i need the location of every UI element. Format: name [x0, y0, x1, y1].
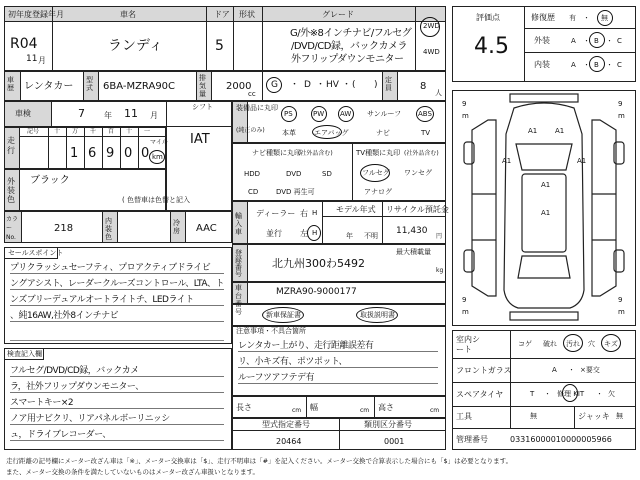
equip-sunroof: サンルーフ [367, 110, 402, 118]
cc: 2000 [226, 81, 252, 92]
shift-label: シフト [192, 103, 213, 111]
cc-label: 排気量 [199, 74, 206, 98]
fuel-close: ) [374, 80, 378, 90]
footer-line-1: 走行距離の記号欄にメーター改ざん車は「※」、メーター交換車は「$」、走行不明車は「#」を記入ください。メーター交換で合算表示した場合にも「$」は必要となります。 [6, 457, 513, 465]
model-year-value: 不明 [364, 232, 378, 240]
caution-label: 注意事項・不具合箇所 [236, 327, 306, 335]
use-label: 車歴 [7, 76, 14, 92]
reg-year-label: 初年度登録年月 [8, 10, 64, 19]
footer-line-2: また、メーター交換の条件を満たしていないものはメーター改ざん車扱いとなります。 [6, 468, 259, 476]
drive-2wd: 2WD [423, 22, 440, 30]
recycle-value: 11,430 [396, 226, 428, 236]
grade-line-3: 外フリップダウンモニター [291, 54, 404, 65]
equip-navi: ナビ [376, 129, 390, 137]
damage-mark: A1 [541, 181, 551, 189]
ac-label: 冷房 [173, 219, 180, 235]
side-mark: m [618, 112, 625, 120]
glass-label: フロントガラス [456, 366, 512, 375]
max-load-label: 最大積載量 [396, 248, 431, 256]
tools-value: 無 [530, 412, 537, 420]
jack-value: 無 [616, 412, 623, 420]
damage-mark: A1 [555, 127, 565, 135]
mgmt-no: 03316000010000005966 [510, 435, 612, 444]
mileage-digit: 6 [88, 146, 97, 161]
inspector-label: 検査記入欄 [7, 350, 42, 358]
damage-mark: A1 [528, 127, 538, 135]
mileage-unit-km: km [152, 153, 163, 161]
class-no-label: 類別区分番号 [364, 420, 412, 429]
grade-line-1: G/外※8インチナビ/フルセグ [290, 28, 412, 39]
score-label: 評価点 [476, 13, 500, 22]
seat-stain: 汚れ [566, 340, 580, 348]
side-mark: m [462, 308, 469, 316]
capacity-unit: 人 [435, 89, 442, 97]
color-no-label: カラーNo. [6, 216, 19, 241]
mileage-unit-mile: マイル [150, 139, 168, 146]
equip-tv: TV [421, 129, 431, 137]
reg-month-unit: 月 [38, 56, 46, 65]
color-label: 外装色 [7, 177, 15, 204]
inspection-month: 11 [124, 107, 138, 120]
seat-label: 室内シート [456, 335, 480, 354]
side-mark: 9 [462, 100, 467, 108]
jack-label: ジャッキ [578, 412, 610, 421]
fuel-g: G [271, 80, 278, 90]
spare-label: スペアタイヤ [456, 390, 504, 399]
grade-label: グレード [322, 10, 354, 19]
interior-color-label: 内装色 [105, 217, 112, 241]
interior-label: 内装 [534, 60, 550, 69]
side-mark: m [618, 308, 625, 316]
type-no-label: 型式指定番号 [262, 420, 310, 429]
color-no: 218 [54, 223, 74, 234]
model: 6BA-MZRA90C [103, 81, 176, 92]
mileage-digit: 0 [124, 146, 133, 161]
exterior-label: 外装 [534, 36, 550, 45]
color-value: ブラック [30, 175, 70, 186]
model-label: 型式 [86, 76, 93, 92]
equip-pw: PW [313, 110, 325, 118]
import-label: 輸入車 [235, 212, 242, 236]
model-year-label: モデル年式 [336, 205, 376, 214]
inspection-label: 車検 [15, 109, 31, 118]
equip-aw: AW [340, 110, 352, 118]
inspection-year: 7 [78, 107, 85, 120]
chassis: MZRA90-9000177 [276, 287, 357, 297]
side-mark: 9 [462, 296, 467, 304]
side-mark: 9 [618, 296, 623, 304]
reg-month: 11 [26, 54, 38, 64]
shape-label: 形状 [239, 10, 255, 19]
equip-abs: ABS [418, 110, 432, 118]
damage-mark: A1 [541, 209, 551, 217]
equip-leather: 本革 [282, 129, 296, 137]
doors-label: ドア [214, 10, 230, 19]
use-value: レンタカー [24, 81, 74, 92]
tools-label: 工具 [456, 412, 472, 421]
type-no: 20464 [276, 437, 302, 446]
car-diagram [452, 90, 636, 326]
doors: 5 [215, 38, 224, 54]
mgmt-label: 管理番号 [456, 435, 488, 444]
color-note: ( 色替車は色替と記入 [122, 196, 190, 204]
repair-label: 修復歴 [531, 13, 555, 22]
repair-none: 無 [601, 14, 608, 22]
equipment-sublabel: (純正のみ) [236, 127, 265, 134]
mileage-digit: 1 [70, 146, 79, 161]
car-name-label: 車名 [120, 10, 136, 19]
drive-4wd: 4WD [423, 48, 440, 56]
sales-label: セールスポイント [8, 249, 64, 257]
side-mark: m [462, 112, 469, 120]
class-no: 0001 [384, 437, 405, 446]
manual: 取扱説明書 [360, 311, 395, 319]
shift: IAT [190, 132, 210, 147]
spare-kit: 修理 KIT [557, 390, 585, 398]
damage-mark: A1 [502, 157, 512, 165]
chassis-label: 車台番号 [235, 284, 242, 316]
mileage-digit: 9 [106, 146, 115, 161]
score: 4.5 [474, 34, 509, 59]
mileage-digit: 0 [141, 146, 150, 161]
recycle-label: リサイクル預託金 [386, 205, 449, 214]
exterior-grade: B [594, 37, 599, 45]
reg-year: R04 [10, 36, 38, 52]
warranty: 新車保証書 [266, 311, 301, 319]
navi-label: ナビ種類に丸印 [252, 149, 301, 157]
equip-ps: PS [284, 110, 293, 118]
grade-line-2: /DVD/CD録，バックカメラ [291, 41, 407, 52]
fuel-hv: HV [326, 80, 339, 90]
equipment-label: 装備品に丸印 [236, 104, 278, 112]
interior-grade: B [594, 61, 599, 69]
plate: 北九州300わ5492 [272, 257, 365, 270]
seat-scratch: キズ [604, 340, 618, 348]
fuel-d: D [304, 80, 311, 90]
equip-airbag: エアバッグ [314, 129, 349, 137]
ac: AAC [196, 223, 217, 234]
cc-unit: cc [248, 90, 256, 98]
capacity-label: 定員 [385, 76, 392, 92]
car-name: ランディ [108, 38, 163, 54]
capacity: 8 [420, 81, 427, 92]
damage-mark: A1 [577, 157, 587, 165]
mileage-label: 走行 [7, 136, 15, 155]
side-mark: 9 [618, 100, 623, 108]
tv-label: TV種類に丸印 [356, 149, 401, 157]
fuel-open: ( [352, 80, 356, 90]
plate-label: 登録番号 [235, 249, 242, 278]
